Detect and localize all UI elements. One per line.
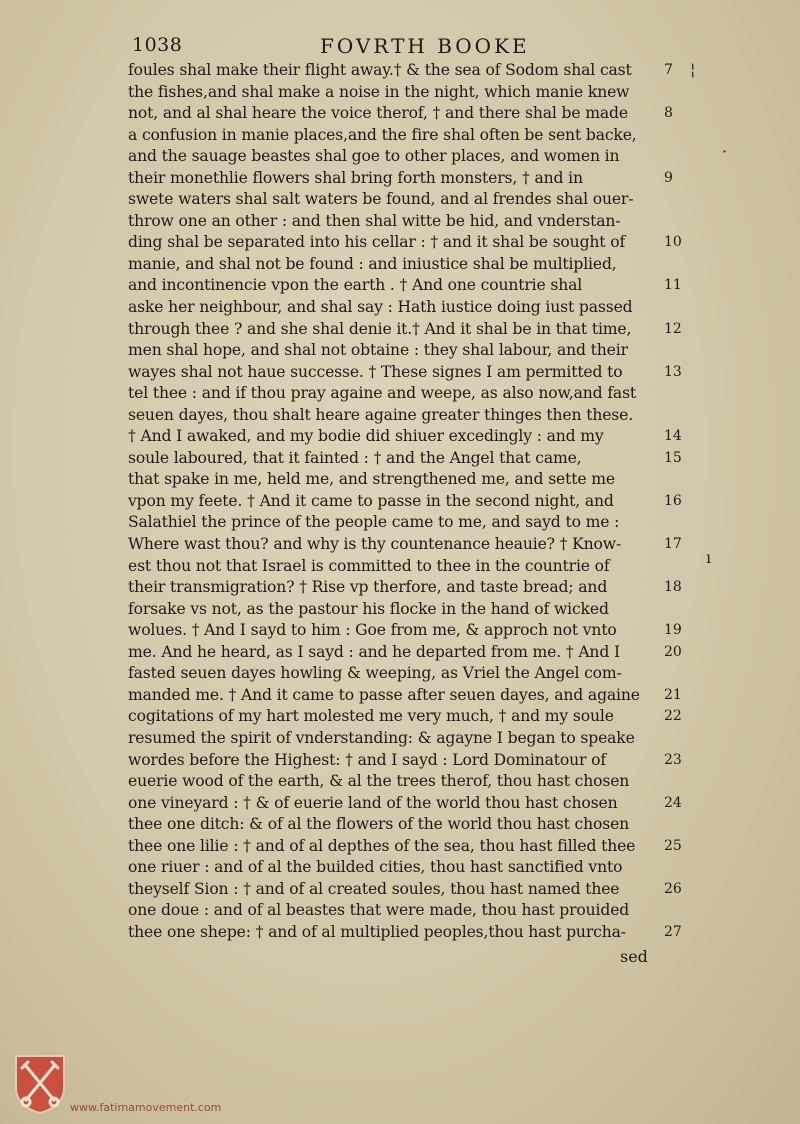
verse-number xyxy=(664,189,694,211)
text-line: their monethlie flowers shal bring forth monsters, † and in xyxy=(128,168,583,187)
verse-number: 8 xyxy=(664,105,673,122)
text-line: me. And he heard, as I sayd : and he departed from me. † And I xyxy=(128,642,620,661)
text-line: not, and al shal heare the voice therof, † and there shal be made xyxy=(128,104,628,123)
verse-number: 22 xyxy=(664,708,682,725)
text-line: ding shal be separated into his cellar : † and it shal be sought of xyxy=(128,233,626,252)
text-line: soule laboured, that it fainted : † and the Angel that came, xyxy=(128,448,582,467)
verse-number: 16 xyxy=(664,492,682,509)
text-line: Salathiel the prince of the people came to me, and sayd to me : xyxy=(128,513,620,532)
text-line: one vineyard : † & of euerie land of the world thou hast chosen xyxy=(128,793,618,812)
text-line: seuen dayes, thou shalt heare againe greater thinges then these. xyxy=(128,405,634,424)
text-line: manded me. † And it came to passe after seuen dayes, and againe xyxy=(128,685,640,704)
margin-mark: ı xyxy=(706,548,712,567)
text-line: and the sauage beastes shal goe to other places, and women in xyxy=(128,147,620,166)
text-line: foules shal make their flight away.† & the sea of Sodom shal cast xyxy=(128,61,632,79)
text-line: through thee ? and she shal denie it.† And it shal be in that time, xyxy=(128,319,632,338)
verse-number xyxy=(664,469,694,491)
text-line: est thou not that Israel is committed to thee in the countrie of xyxy=(128,556,610,575)
website-link[interactable]: www.fatimamovement.com xyxy=(70,1101,222,1114)
verse-number: 24 xyxy=(664,794,682,811)
text-line: and incontinencie vpon the earth . † And one countrie shal xyxy=(128,276,583,295)
catchword: sed xyxy=(620,947,648,966)
text-line: thee one lilie : † and of al depthes of the sea, thou hast filled thee xyxy=(128,836,636,855)
verse-number: 7 xyxy=(664,62,673,78)
text-line: euerie wood of the earth, & al the trees therof, thou hast chosen xyxy=(128,772,630,791)
verse-number xyxy=(664,771,694,793)
verse-number: 15 xyxy=(664,449,682,466)
verse-number: 17 xyxy=(664,536,682,553)
text-line: cogitations of my hart molested me very much, † and my soule xyxy=(128,707,614,726)
text-line: Where wast thou? and why is thy countenance heauie? † Know- xyxy=(128,535,622,554)
verse-number xyxy=(664,340,694,362)
verse-number xyxy=(664,556,694,578)
margin-mark: ¦ xyxy=(690,60,696,79)
verse-number xyxy=(664,599,694,621)
text-line: tel thee : and if thou pray againe and weepe, as also now,and fast xyxy=(128,384,637,403)
text-line: wayes shal not haue successe. † These signes I am permitted to xyxy=(128,362,623,381)
verse-number-column xyxy=(664,60,694,943)
text-line: † And I awaked, and my bodie did shiuer excedingly : and my xyxy=(128,427,604,446)
verse-number xyxy=(664,254,694,276)
text-line: resumed the spirit of vnderstanding: & agayne I began to speake xyxy=(128,728,635,747)
verse-number xyxy=(664,900,694,922)
verse-number: 11 xyxy=(664,277,682,294)
text-line: vpon my feete. † And it came to passe in the second night, and xyxy=(128,491,614,510)
text-line: thee one ditch: & of al the flowers of the world thou hast chosen xyxy=(128,815,630,834)
text-line: their transmigration? † Rise vp therfore, and taste bread; and xyxy=(128,578,608,597)
text-line: men shal hope, and shal not obtaine : they shal labour, and their xyxy=(128,341,628,360)
papal-keys-seal-icon xyxy=(12,1052,68,1114)
verse-number: 9 xyxy=(664,169,673,186)
text-line: theyself Sion : † and of al created soules, thou hast named thee xyxy=(128,879,620,898)
text-line: aske her neighbour, and shal say : Hath iustice doing iust passed xyxy=(128,298,633,317)
verse-number: 21 xyxy=(664,686,682,703)
text-line: a confusion in manie places,and the fire shal often be sent backe, xyxy=(128,125,637,144)
verse-number: 20 xyxy=(664,643,682,660)
text-line: one riuer : and of al the builded cities, thou hast sanctified vnto xyxy=(128,858,623,877)
verse-number xyxy=(664,82,694,104)
verse-number xyxy=(664,211,694,233)
text-line: fasted seuen dayes howling & weeping, as Vriel the Angel com- xyxy=(128,664,622,683)
text-column xyxy=(128,60,660,943)
text-line: wolues. † And I sayd to him : Goe from me, & approch not vnto xyxy=(128,621,617,640)
text-line: manie, and shal not be found : and iniustice shal be multiplied, xyxy=(128,254,617,273)
verse-number: 14 xyxy=(664,428,682,445)
verse-number xyxy=(664,814,694,836)
running-title: FOVRTH BOOKE xyxy=(320,34,530,58)
verse-number xyxy=(664,383,694,405)
verse-number xyxy=(664,146,694,168)
verse-number xyxy=(664,125,694,147)
verse-number: 12 xyxy=(664,320,682,337)
text-line: forsake vs not, as the pastour his flocke in the hand of wicked xyxy=(128,599,609,618)
page-header xyxy=(132,34,692,60)
verse-number: 26 xyxy=(664,880,682,897)
verse-number: 25 xyxy=(664,837,682,854)
text-line: the fishes,and shal make a noise in the night, which manie knew xyxy=(128,82,630,101)
verse-number: 27 xyxy=(664,923,682,940)
text-line: swete waters shal salt waters be found, and al frendes shal ouer- xyxy=(128,190,634,209)
verse-number: 18 xyxy=(664,579,682,596)
verse-number: 13 xyxy=(664,363,682,380)
text-line: that spake in me, held me, and strengthened me, and sette me xyxy=(128,470,615,489)
text-line: throw one an other : and then shal witte be hid, and vnderstan- xyxy=(128,211,621,230)
verse-number xyxy=(664,728,694,750)
verse-number xyxy=(664,405,694,427)
text-line: wordes before the Highest: † and I sayd : Lord Dominatour of xyxy=(128,750,607,769)
verse-number: 23 xyxy=(664,751,682,768)
verse-number xyxy=(664,512,694,534)
margin-mark: · xyxy=(722,142,728,161)
verse-number xyxy=(664,297,694,319)
verse-number: 19 xyxy=(664,622,682,639)
verse-number xyxy=(664,857,694,879)
text-line: thee one shepe: † and of al multiplied peoples,thou hast purcha- xyxy=(128,922,626,941)
page-number: 1038 xyxy=(132,34,183,56)
verse-number xyxy=(664,663,694,685)
text-line: one doue : and of al beastes that were made, thou hast prouided xyxy=(128,901,630,920)
verse-number: 10 xyxy=(664,234,682,251)
